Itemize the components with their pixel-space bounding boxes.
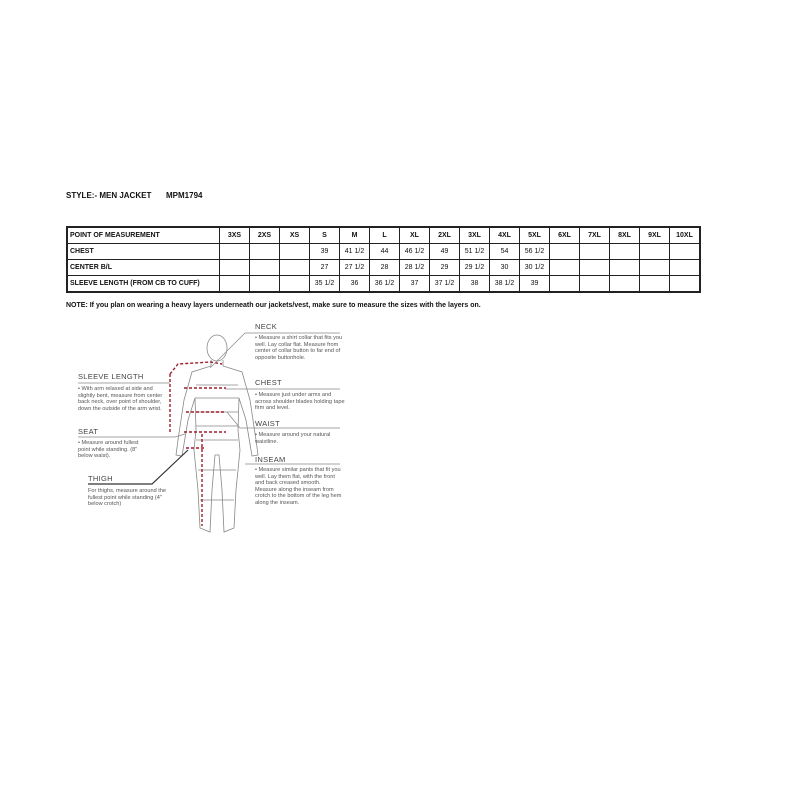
column-header-size: 10XL <box>670 227 701 244</box>
waist-text: • Measure around your natural waistline. <box>255 432 331 445</box>
table-cell: 49 <box>430 244 460 260</box>
table-cell: 28 1/2 <box>400 260 430 276</box>
neck-title: NECK <box>255 322 278 331</box>
thigh-text: For thighs, measure around the fullest point while standing (4" below crotch) <box>88 488 167 508</box>
column-header-size: 3XS <box>220 227 250 244</box>
column-header-measurement: POINT OF MEASUREMENT <box>67 227 220 244</box>
style-label: STYLE:- MEN JACKET <box>66 191 152 200</box>
table-cell: 44 <box>370 244 400 260</box>
table-cell: 27 <box>310 260 340 276</box>
table-cell: 29 1/2 <box>460 260 490 276</box>
layers-note: NOTE: If you plan on wearing a heavy layers underneath our jackets/vest, make sure to measure the sizes with the layers on. <box>66 302 481 309</box>
table-cell: 30 1/2 <box>520 260 550 276</box>
row-label: CENTER B/L <box>67 260 220 276</box>
table-cell: 38 <box>460 276 490 293</box>
column-header-size: XL <box>400 227 430 244</box>
table-cell: 27 1/2 <box>340 260 370 276</box>
waist-title: WAIST <box>255 419 280 428</box>
style-code: MPM1794 <box>166 191 203 200</box>
column-header-size: 8XL <box>610 227 640 244</box>
table-cell: 28 <box>370 260 400 276</box>
column-header-size: 3XL <box>460 227 490 244</box>
column-header-size: L <box>370 227 400 244</box>
table-cell: 36 1/2 <box>370 276 400 293</box>
chest-title: CHEST <box>255 378 282 387</box>
table-cell: 37 <box>400 276 430 293</box>
sleeve-length-text: • With arm relaxed at side and slightly bent, measure from center back neck, over point of shoulder, down the outside of the arm wrist. <box>78 386 163 412</box>
table-cell: 39 <box>520 276 550 293</box>
column-header-size: 2XL <box>430 227 460 244</box>
table-cell: 30 <box>490 260 520 276</box>
measurement-lines <box>170 362 226 526</box>
column-header-size: M <box>340 227 370 244</box>
table-cell: 36 <box>340 276 370 293</box>
inseam-text: • Measure similar pants that fit you well. Lay them flat, with the front and back creased smooth. Measure along the inseam from crotch to the bottom of the leg hem along the inseam. <box>255 467 342 506</box>
table-cell: 41 1/2 <box>340 244 370 260</box>
column-header-size: 9XL <box>640 227 670 244</box>
column-header-size: 6XL <box>550 227 580 244</box>
thigh-title: THIGH <box>88 474 113 483</box>
column-header-size: 2XS <box>250 227 280 244</box>
table-cell: 29 <box>430 260 460 276</box>
column-header-size: S <box>310 227 340 244</box>
row-label: CHEST <box>67 244 220 260</box>
sleeve-length-title: SLEEVE LENGTH <box>78 372 144 381</box>
column-header-size: 5XL <box>520 227 550 244</box>
table-cell: 54 <box>490 244 520 260</box>
seat-title: SEAT <box>78 427 99 436</box>
seat-text: • Measure around fullest point while standing. (8" below waist). <box>78 440 139 460</box>
neck-text: • Measure a shirt collar that fits you well. Lay collar flat. Measure from center of collar button to far end of opposite buttonhole. <box>255 335 343 361</box>
column-header-size: 4XL <box>490 227 520 244</box>
inseam-title: INSEAM <box>255 455 286 464</box>
table-cell: 38 1/2 <box>490 276 520 293</box>
table-cell: 46 1/2 <box>400 244 430 260</box>
table-cell: 37 1/2 <box>430 276 460 293</box>
row-label: SLEEVE LENGTH (FROM CB TO CUFF) <box>67 276 220 293</box>
table-cell: 51 1/2 <box>460 244 490 260</box>
table-cell: 56 1/2 <box>520 244 550 260</box>
column-header-size: XS <box>280 227 310 244</box>
column-header-size: 7XL <box>580 227 610 244</box>
human-figure-outline <box>176 335 258 532</box>
table-cell: 35 1/2 <box>310 276 340 293</box>
table-cell: 39 <box>310 244 340 260</box>
chest-text: • Measure just under arms and across shoulder blades holding tape firm and level. <box>255 392 345 412</box>
